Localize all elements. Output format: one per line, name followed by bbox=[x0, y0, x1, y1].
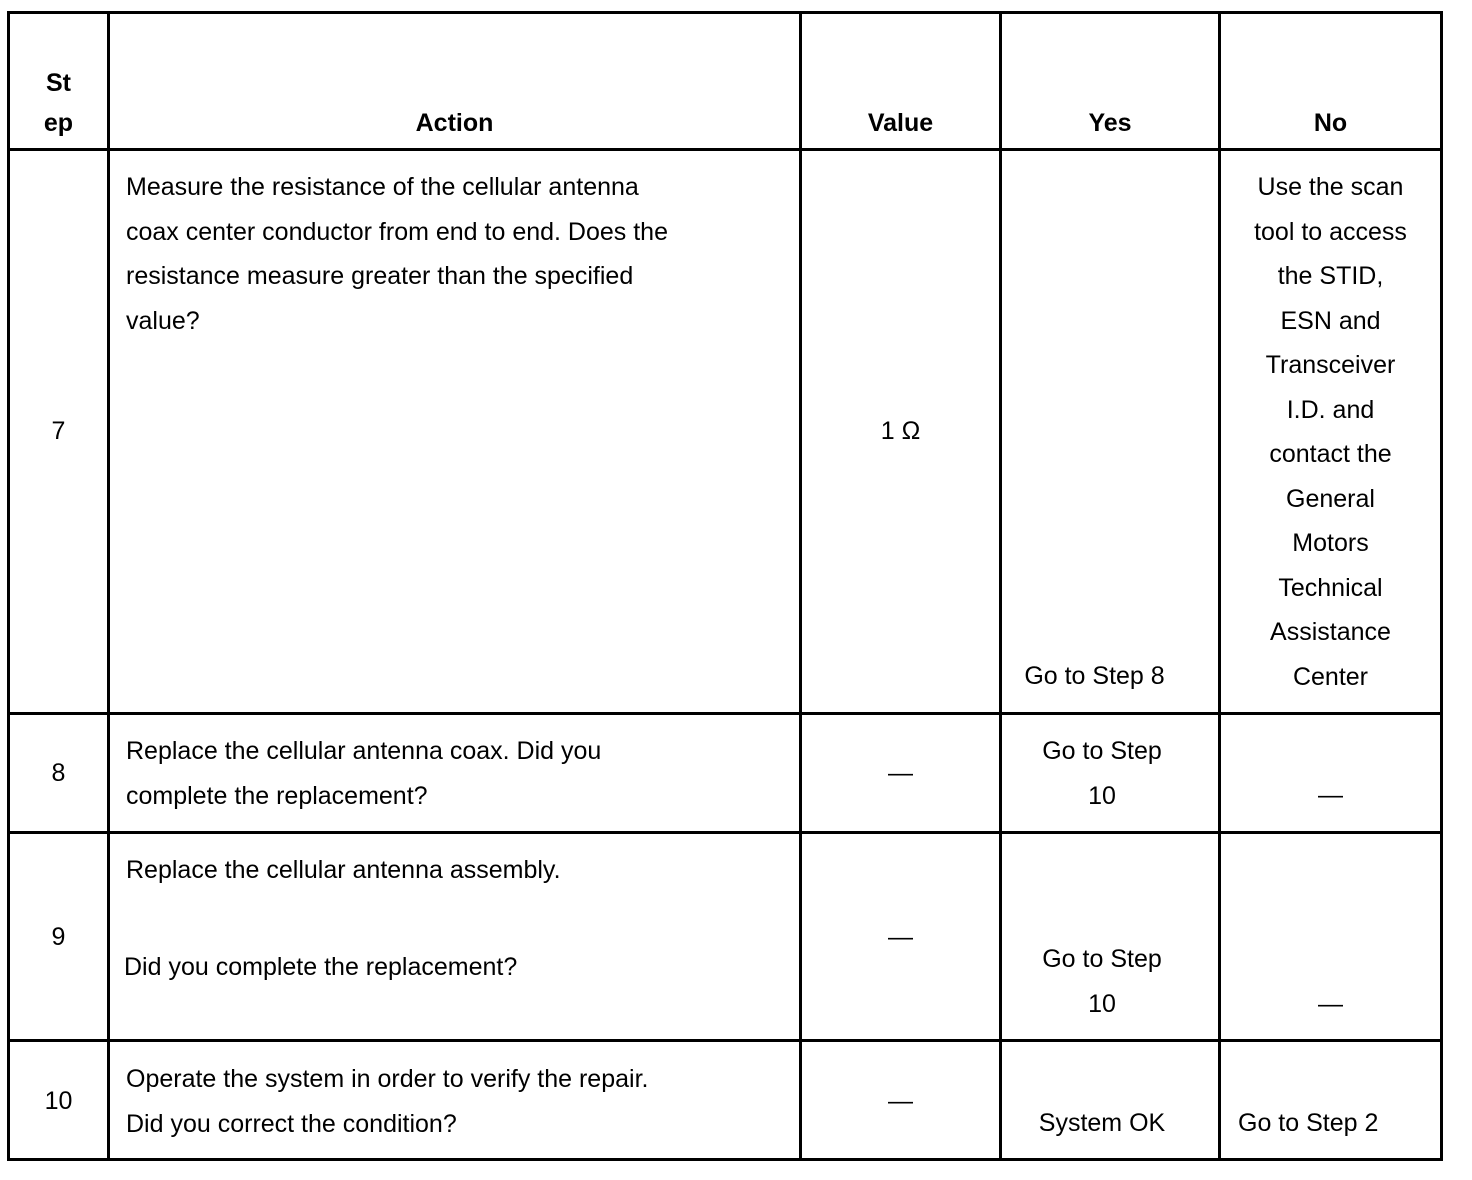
column-divider bbox=[107, 11, 110, 1161]
row-9-yes bbox=[1002, 937, 1202, 1026]
header-step bbox=[10, 63, 107, 143]
action-line: coax center conductor from end to end. Does the bbox=[126, 217, 668, 246]
row-8-action bbox=[126, 729, 796, 818]
no-line: the STID, bbox=[1277, 262, 1384, 290]
action-line: resistance measure greater than the specified bbox=[126, 262, 634, 290]
row-7-step: 7 bbox=[51, 417, 66, 445]
action-line: complete the replacement? bbox=[126, 781, 428, 810]
no-line: Motors bbox=[1292, 529, 1369, 557]
no-line: ESN and bbox=[1280, 306, 1381, 335]
row-9-action-line2: Did you complete the replacement? bbox=[124, 953, 518, 981]
row-divider bbox=[7, 712, 1443, 715]
no-line: Technical bbox=[1278, 573, 1383, 602]
action-line: Measure the resistance of the cellular antenna bbox=[126, 173, 639, 201]
header-value: Value bbox=[867, 109, 934, 137]
row-8-value: — bbox=[888, 759, 913, 787]
table-border-bottom bbox=[7, 1158, 1443, 1161]
row-9-no: — bbox=[1318, 990, 1343, 1018]
yes-line: Go to Step bbox=[1042, 945, 1162, 973]
action-line: Replace the cellular antenna coax. Did you bbox=[126, 737, 602, 765]
yes-line: Go to Step bbox=[1042, 737, 1162, 765]
column-divider bbox=[1440, 11, 1443, 1161]
row-8-no: — bbox=[1318, 781, 1343, 809]
row-10-yes: System OK bbox=[1038, 1109, 1166, 1137]
no-line: Use the scan bbox=[1257, 173, 1404, 201]
row-10-value: — bbox=[888, 1087, 913, 1115]
header-step-line: St bbox=[46, 69, 71, 97]
header-divider bbox=[7, 148, 1443, 151]
header-yes: Yes bbox=[1088, 109, 1132, 137]
header-step-line: ep bbox=[43, 109, 74, 137]
yes-line: 10 bbox=[1088, 989, 1116, 1018]
row-10-action bbox=[126, 1057, 796, 1146]
row-7-no bbox=[1221, 165, 1440, 699]
header-action: Action bbox=[415, 109, 494, 137]
row-9-value: — bbox=[888, 923, 913, 951]
column-divider bbox=[7, 11, 10, 1161]
no-line: I.D. and bbox=[1286, 395, 1375, 424]
no-line: tool to access bbox=[1254, 217, 1407, 246]
row-7-yes: Go to Step 8 bbox=[1024, 662, 1165, 690]
row-divider bbox=[7, 1039, 1443, 1042]
header-no: No bbox=[1313, 109, 1348, 137]
row-10-step: 10 bbox=[44, 1087, 73, 1115]
row-10-no: Go to Step 2 bbox=[1238, 1109, 1379, 1137]
row-8-step: 8 bbox=[51, 759, 66, 787]
action-line: Did you correct the condition? bbox=[126, 1109, 457, 1138]
column-divider bbox=[799, 11, 802, 1161]
no-line: Transceiver bbox=[1265, 351, 1396, 379]
no-line: Assistance bbox=[1270, 618, 1391, 646]
row-8-yes bbox=[1002, 729, 1202, 818]
row-9-step: 9 bbox=[51, 923, 66, 951]
row-7-action bbox=[126, 165, 796, 343]
no-line: General bbox=[1286, 484, 1375, 513]
action-line: value? bbox=[126, 306, 200, 335]
row-divider bbox=[7, 831, 1443, 834]
table-border-top bbox=[7, 11, 1443, 14]
action-line: Operate the system in order to verify the repair. bbox=[126, 1065, 649, 1093]
no-line: contact the bbox=[1269, 440, 1392, 468]
yes-line: 10 bbox=[1088, 781, 1116, 810]
row-7-value: 1 Ω bbox=[880, 417, 921, 445]
no-line: Center bbox=[1292, 662, 1369, 691]
row-9-action-line1: Replace the cellular antenna assembly. bbox=[126, 856, 561, 884]
